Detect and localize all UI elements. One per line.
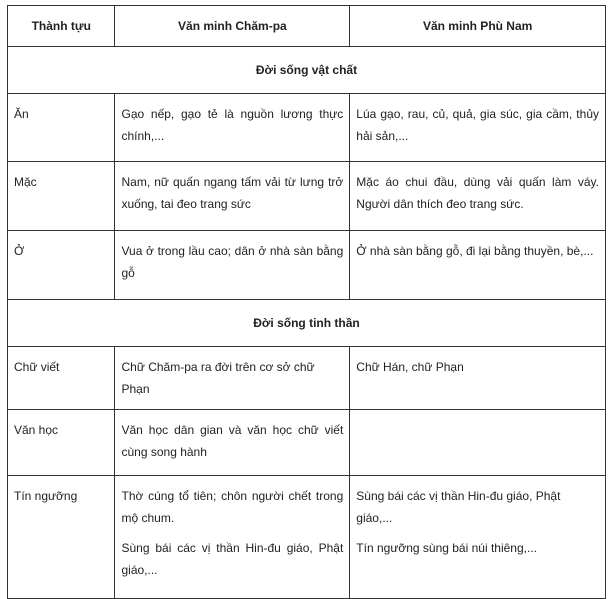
section-spiritual-title: Đời sống tinh thần bbox=[8, 300, 606, 347]
table-row bbox=[8, 94, 606, 162]
cell-champa-tinnguong bbox=[115, 476, 350, 599]
row-label-chuviet: Chữ viết bbox=[8, 347, 115, 410]
cell-phunam-tinnguong bbox=[350, 476, 606, 599]
row-label-mac: Mặc bbox=[8, 162, 115, 231]
section-material-title: Đời sống vật chất bbox=[8, 47, 606, 94]
row-label-tinnguong: Tín ngưỡng bbox=[8, 476, 115, 599]
cell-phunam-mac: Mặc áo chui đầu, dùng vải quấn làm váy. Người dân thích đeo trang sức. bbox=[350, 162, 606, 231]
comparison-table bbox=[7, 5, 606, 599]
cell-champa-vanhoc: Văn học dân gian và văn học chữ viết cùng song hành bbox=[115, 410, 350, 476]
header-achievement: Thành tựu bbox=[8, 6, 115, 47]
cell-phunam-chuviet: Chữ Hán, chữ Phạn bbox=[350, 347, 606, 410]
cell-champa-tinnguong-line-1: Thờ cúng tổ tiên; chôn người chết trong mộ chum. bbox=[121, 489, 344, 525]
row-label-o: Ở bbox=[8, 231, 115, 300]
cell-champa-mac: Nam, nữ quấn ngang tấm vải từ lưng trở xuống, tai đeo trang sức bbox=[115, 162, 350, 231]
cell-phunam-tinnguong-line-2: Tín ngưỡng sùng bái núi thiêng,... bbox=[356, 541, 537, 555]
row-label-vanhoc: Văn học bbox=[8, 410, 115, 476]
cell-champa-chuviet: Chữ Chăm-pa ra đời trên cơ sở chữ Phạn bbox=[115, 347, 350, 410]
header-row bbox=[8, 6, 606, 47]
table-row bbox=[8, 410, 606, 476]
cell-phunam-tinnguong-line-1: Sùng bái các vị thần Hin-đu giáo, Phật giáo,... bbox=[356, 489, 561, 525]
table-row bbox=[8, 231, 606, 300]
cell-phunam-an: Lúa gạo, rau, củ, quả, gia súc, gia cầm, thủy hải sản,... bbox=[350, 94, 606, 162]
cell-champa-o: Vua ở trong lầu cao; dân ở nhà sàn bằng gỗ bbox=[115, 231, 350, 300]
row-label-an: Ăn bbox=[8, 94, 115, 162]
section-row-material bbox=[8, 47, 606, 94]
header-phunam: Văn minh Phù Nam bbox=[350, 6, 606, 47]
cell-champa-tinnguong-line-2: Sùng bái các vị thần Hin-đu giáo, Phật giáo,... bbox=[121, 541, 344, 577]
cell-phunam-o: Ở nhà sàn bằng gỗ, đi lại bằng thuyền, bè,... bbox=[350, 231, 606, 300]
table-row bbox=[8, 162, 606, 231]
section-row-spiritual bbox=[8, 300, 606, 347]
cell-champa-an: Gạo nếp, gạo tẻ là nguồn lương thực chính,... bbox=[115, 94, 350, 162]
header-champa: Văn minh Chăm-pa bbox=[115, 6, 350, 47]
table-row bbox=[8, 347, 606, 410]
table-row bbox=[8, 476, 606, 599]
cell-phunam-vanhoc bbox=[350, 410, 606, 476]
